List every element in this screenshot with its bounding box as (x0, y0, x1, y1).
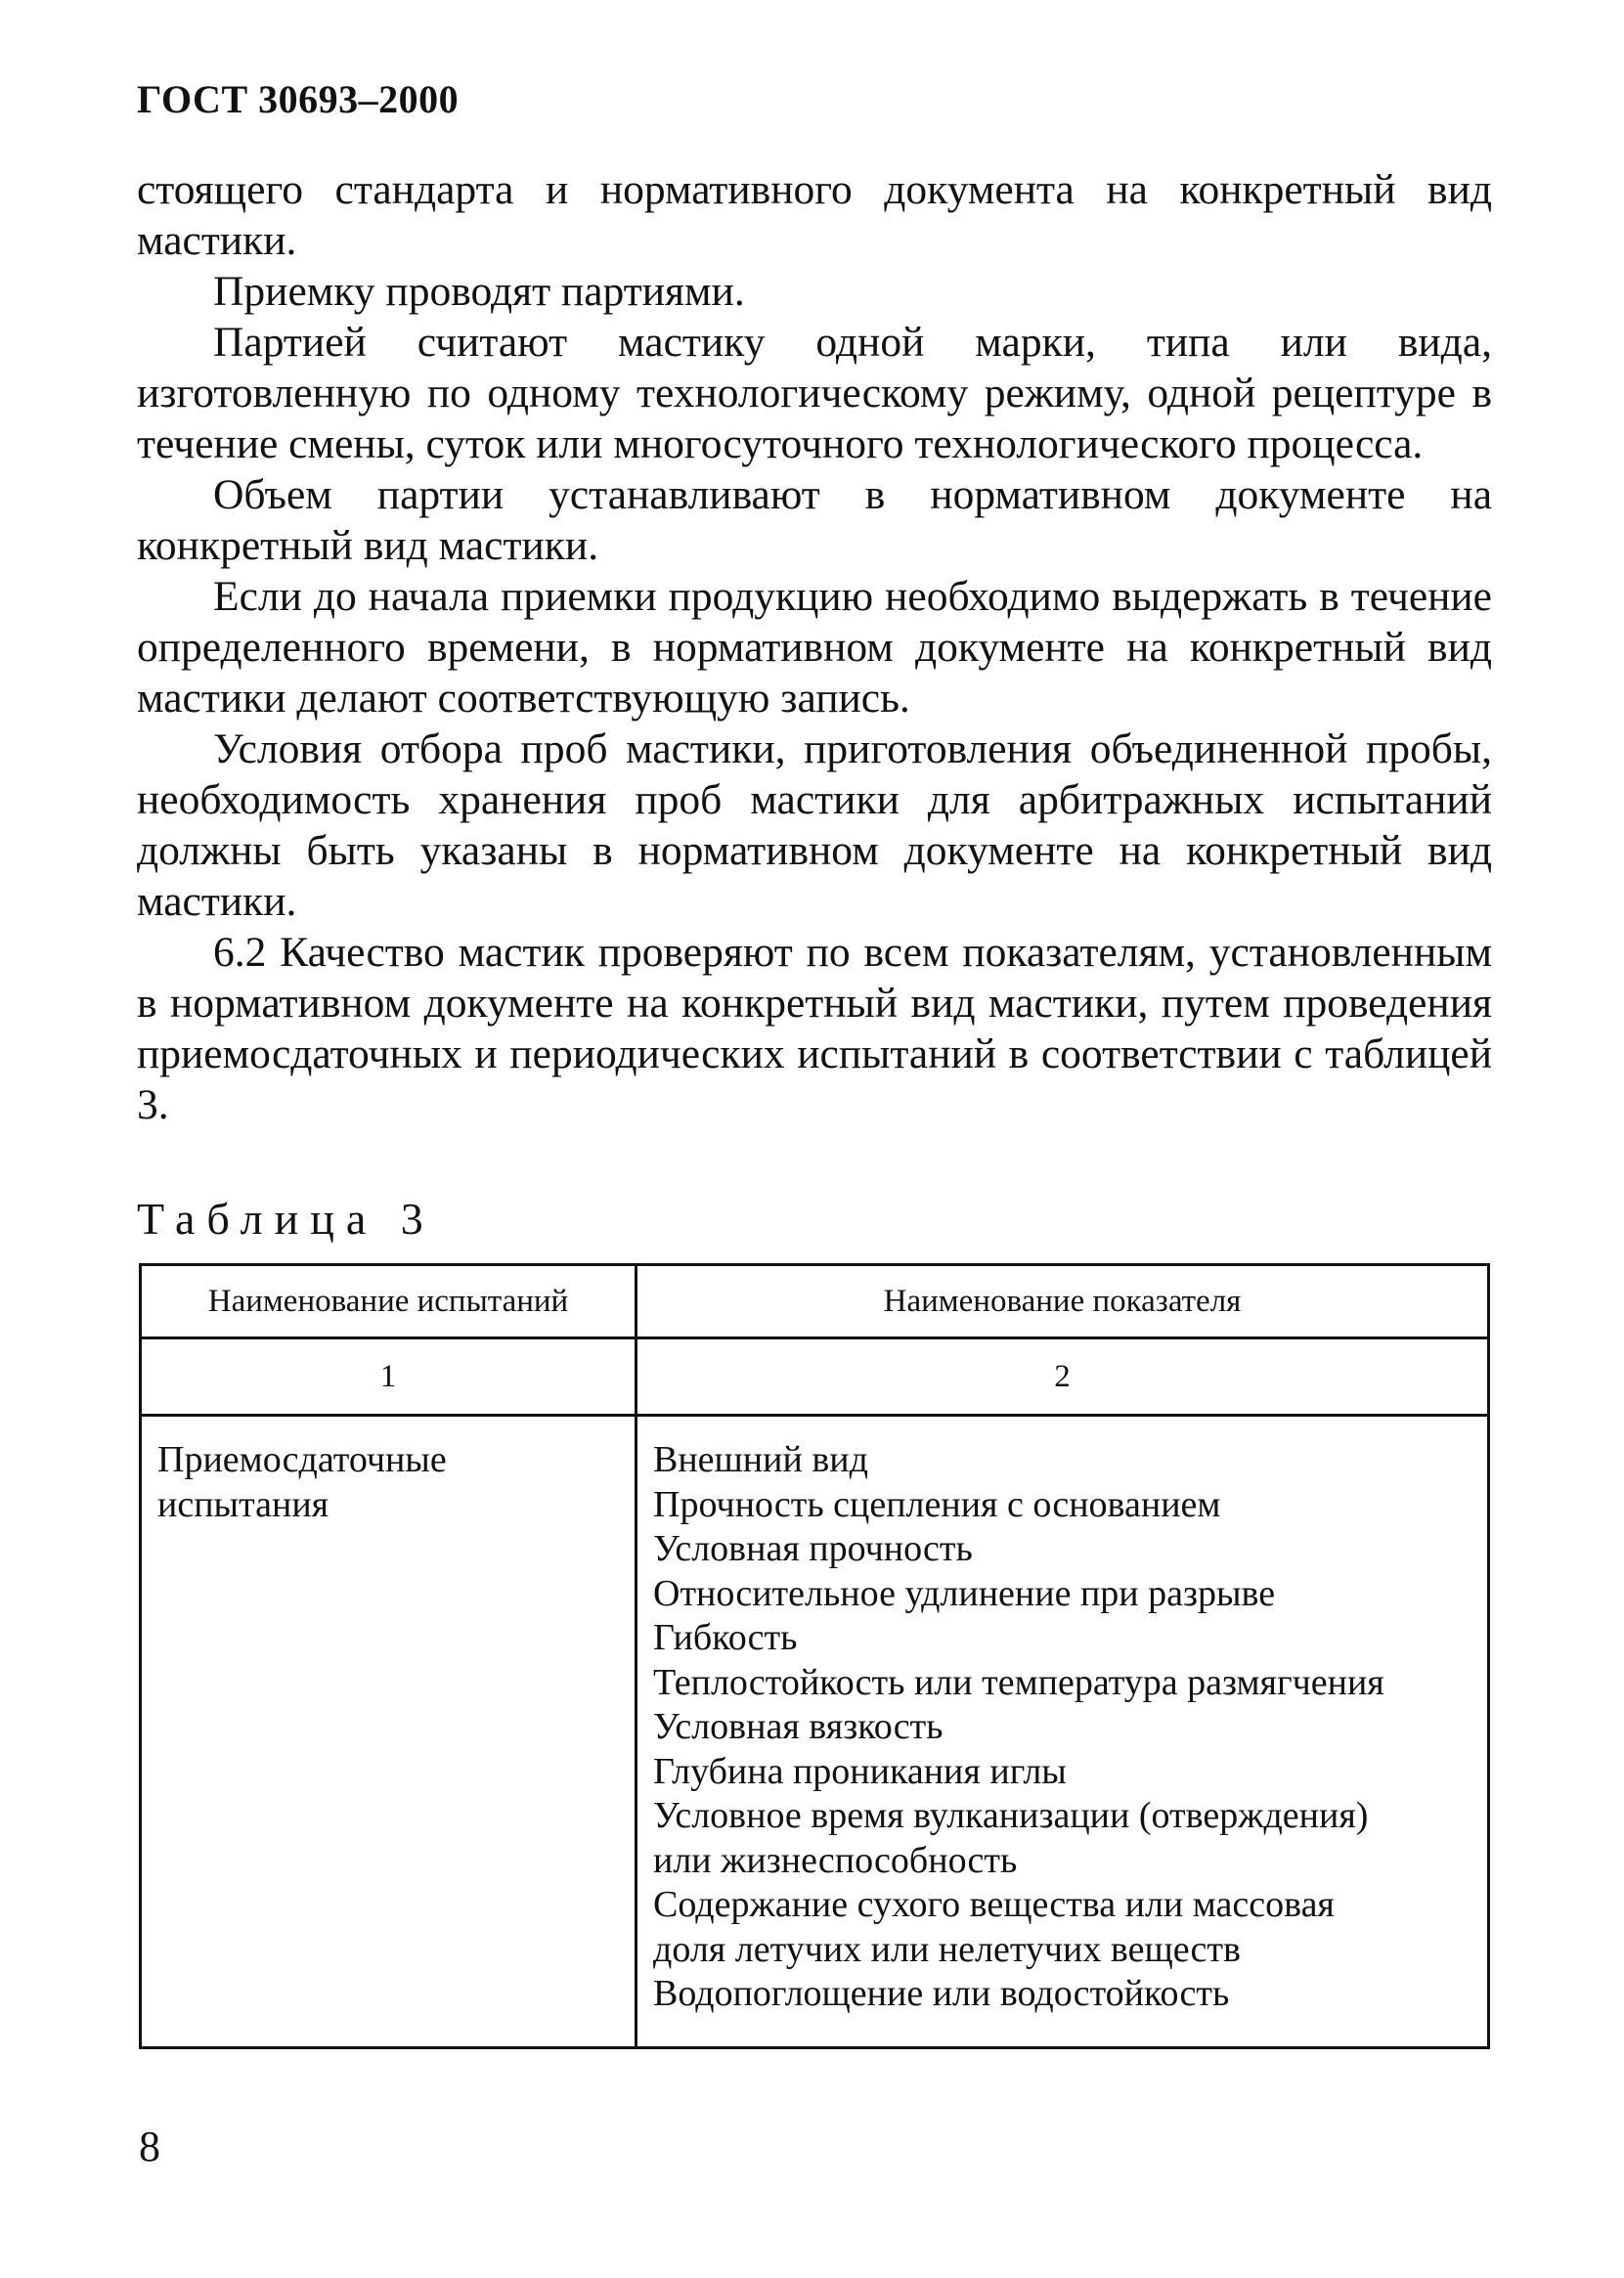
indicator-item: или жизнеспособность (653, 1839, 1018, 1881)
paragraph: Условия отбора проб мастики, приготовления объединенной пробы, необходимость хранения проб мастики для арбитражных испытаний должны быть указаны в нормативном документе на конкретный вид мастики. (137, 725, 1492, 925)
table-header-row (141, 1265, 1489, 1338)
indicator-item: Прочность сцепления с основанием (653, 1483, 1221, 1525)
table-caption: Таблица 3 (137, 1194, 435, 1244)
paragraph: Объем партии устанавливают в нормативном документе на конкретный вид мастики. (137, 471, 1492, 569)
test-name-line: испытания (157, 1483, 329, 1525)
indicator-item: Гибкость (653, 1617, 798, 1658)
paragraph: Если до начала приемки продукцию необходимо выдержать в течение определенного времени, в нормативном документе на конкретный вид мастики делают соответствующую запись. (137, 573, 1492, 722)
column-header-tests: Наименование испытаний (141, 1265, 636, 1338)
indicators-cell (636, 1416, 1489, 2048)
table-3 (139, 1263, 1490, 2049)
column-header-indicators: Наименование показателя (636, 1265, 1489, 1338)
page-number: 8 (139, 2123, 160, 2170)
test-name-cell (141, 1416, 636, 2048)
paragraph-6-2: 6.2 Качество мастик проверяют по всем показателям, установленным в нормативном документе на конкретный вид мастики, путем проведения приемосдаточных и периодических испытаний в соответствии с таблицей 3. (137, 929, 1492, 1128)
paragraph: стоящего стандарта и нормативного документа на конкретный вид мастики. (137, 166, 1492, 264)
indicator-item: Относительное удлинение при разрыве (653, 1572, 1276, 1614)
indicator-item: Глубина проникания иглы (653, 1750, 1067, 1792)
column-number: 1 (141, 1338, 636, 1416)
indicator-item: Условное время вулканизации (отверждения) (653, 1795, 1369, 1836)
document-header: ГОСТ 30693–2000 (137, 77, 460, 121)
test-name-line: Приемосдаточные (157, 1439, 447, 1480)
indicator-item: Содержание сухого вещества или массовая (653, 1884, 1335, 1925)
body-text (137, 164, 1492, 1130)
paragraph: Партией считают мастику одной марки, типа или вида, изготовленную по одному технологическому режиму, одной рецептуре в течение смены, суток или многосуточного технологического процесса. (137, 319, 1492, 467)
paragraph: Приемку проводят партиями. (213, 268, 745, 315)
indicator-item: Водопоглощение или водостойкость (653, 1973, 1230, 2014)
indicator-item: Теплостойкость или температура размягчения (653, 1661, 1384, 1703)
indicator-item: доля летучих или нелетучих веществ (653, 1928, 1241, 1970)
indicator-item: Условная прочность (653, 1528, 973, 1569)
column-number-row (141, 1338, 1489, 1416)
indicator-item: Внешний вид (653, 1439, 868, 1480)
table-row (141, 1416, 1489, 2048)
indicator-item: Условная вязкость (653, 1706, 944, 1747)
column-number: 2 (636, 1338, 1489, 1416)
